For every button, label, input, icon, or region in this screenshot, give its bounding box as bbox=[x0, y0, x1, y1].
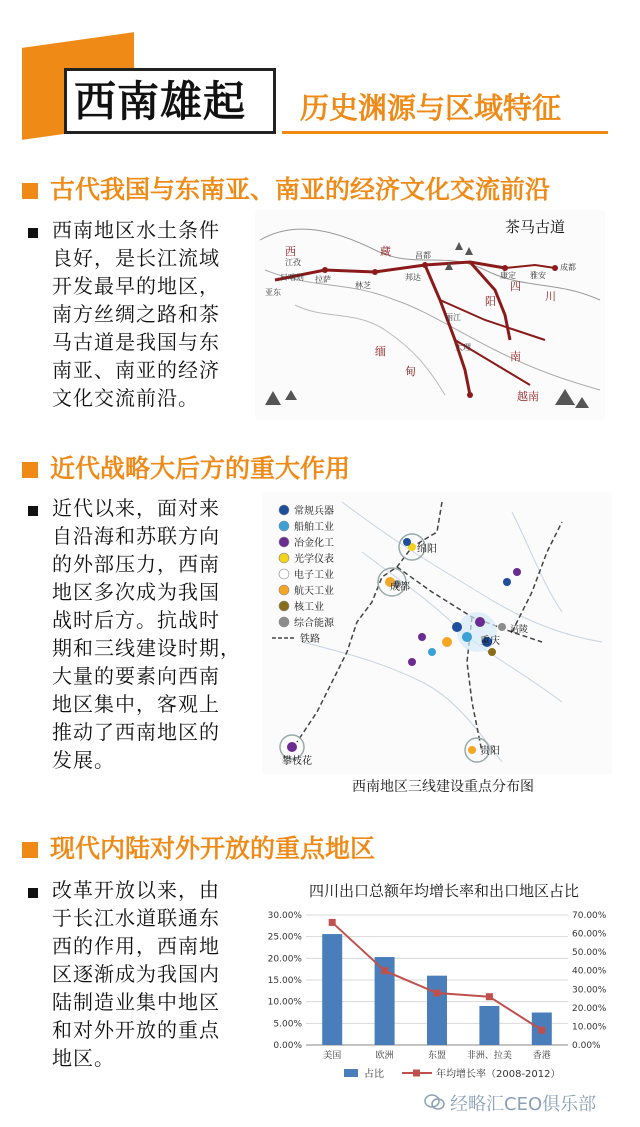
legend-swatch-bar bbox=[344, 1069, 358, 1077]
map-city-linzhi: 林芝 bbox=[355, 281, 371, 290]
text-line: 良好，是长江流域 bbox=[52, 246, 220, 270]
legend-label: 铁路 bbox=[300, 634, 320, 645]
section2-text bbox=[52, 494, 257, 774]
legend-label: 冶金化工 bbox=[294, 538, 334, 549]
x-tick-label: 非洲、拉美 bbox=[466, 1051, 512, 1061]
y-left-tick-label: 15.00% bbox=[267, 976, 302, 986]
legend-marker bbox=[279, 505, 289, 515]
section3-text bbox=[52, 876, 257, 1072]
map-label-zang: 藏 bbox=[380, 245, 391, 258]
text-line: 地区多次成为我国 bbox=[52, 580, 220, 604]
legend-marker bbox=[279, 521, 289, 531]
map-city-kangding: 康定 bbox=[500, 271, 516, 280]
y-right-tick-label: 10.00% bbox=[572, 1022, 607, 1033]
section1-marker bbox=[22, 183, 38, 199]
map-city-lasa: 拉萨 bbox=[315, 275, 331, 284]
city-fuling: 涪陵 bbox=[510, 625, 529, 635]
text-line: 近代以来，面对来 bbox=[52, 496, 220, 520]
line-point bbox=[434, 990, 441, 997]
map-label-xi: 西 bbox=[285, 245, 296, 258]
x-tick-label: 香港 bbox=[532, 1051, 551, 1061]
line-point bbox=[486, 993, 493, 1000]
text-line: 自沿海和苏联方向 bbox=[52, 524, 220, 548]
text-line: 和对外开放的重点 bbox=[52, 1018, 220, 1042]
map-label-si: 四 bbox=[510, 280, 521, 293]
line-point bbox=[329, 919, 336, 926]
legend-label: 综合能源 bbox=[294, 618, 334, 629]
legend-label: 光学仪表 bbox=[294, 554, 334, 565]
text-line: 地区。 bbox=[52, 1046, 115, 1070]
map-title: 茶马古道 bbox=[505, 218, 566, 236]
y-left-tick-label: 25.00% bbox=[267, 932, 302, 943]
legend-marker bbox=[279, 601, 289, 611]
text-line: 区逐渐成为我国内 bbox=[52, 962, 220, 986]
city-chengdu: 成都 bbox=[390, 582, 410, 593]
map-label-yang: 阳 bbox=[485, 295, 496, 308]
section1-title: 古代我国与东南亚、南亚的经济文化交流前沿 bbox=[50, 175, 551, 204]
text-line: 地区集中，客观上 bbox=[52, 692, 220, 716]
section2-bullet bbox=[28, 506, 38, 516]
text-line: 文化交流前沿。 bbox=[52, 386, 199, 410]
map-city-bangda: 邦达 bbox=[405, 273, 421, 282]
page-subtitle: 历史渊源与区域特征 bbox=[300, 91, 562, 125]
line-point bbox=[538, 1027, 545, 1034]
y-right-tick-label: 30.00% bbox=[572, 985, 607, 996]
legend-label: 航天工业 bbox=[294, 586, 334, 597]
legend-label: 核工业 bbox=[294, 602, 324, 613]
page-title: 西南雄起 bbox=[74, 77, 247, 126]
legend-label: 年均增长率（2008-2012） bbox=[436, 1069, 561, 1080]
section2-marker bbox=[22, 462, 38, 478]
text-line: 发展。 bbox=[52, 748, 115, 772]
text-line: 于长江水道联通东 bbox=[52, 906, 220, 930]
bar bbox=[479, 1006, 499, 1045]
y-right-tick-label: 70.00% bbox=[572, 911, 607, 921]
map-label-chuan: 川 bbox=[545, 290, 556, 303]
city-mianyang: 绵阳 bbox=[417, 544, 437, 555]
header-underline bbox=[282, 131, 608, 134]
tea-horse-road-map-svg bbox=[255, 210, 605, 420]
legend-swatch-point bbox=[413, 1070, 420, 1077]
map-city-lijiang: 丽江 bbox=[445, 313, 461, 322]
watermark: 经略汇CEO俱乐部 bbox=[450, 1094, 597, 1115]
x-tick-label: 欧洲 bbox=[375, 1051, 394, 1061]
section3-title: 现代内陆对外开放的重点地区 bbox=[50, 834, 376, 863]
y-right-tick-label: 0.00% bbox=[572, 1041, 601, 1051]
text-line: 马古道是我国与东 bbox=[52, 330, 220, 354]
text-line: 西南地区水土条件 bbox=[52, 218, 220, 242]
legend-marker bbox=[279, 569, 289, 579]
legend-label: 船舶工业 bbox=[294, 522, 334, 533]
export-chart bbox=[262, 905, 624, 1095]
text-line: 推动了西南地区的 bbox=[52, 720, 220, 744]
third-front-map-svg bbox=[262, 492, 612, 774]
legend-marker bbox=[279, 585, 289, 595]
third-front-legend bbox=[272, 504, 335, 645]
x-tick-label: 美国 bbox=[323, 1051, 342, 1061]
map-label-yuenan: 越南 bbox=[517, 390, 539, 403]
map-city-rikaze: 日喀则 bbox=[280, 273, 304, 282]
map-city-yadong: 亚东 bbox=[265, 288, 281, 297]
text-line: 西的作用，西南地 bbox=[52, 934, 220, 958]
city-chongqing: 重庆 bbox=[480, 636, 500, 647]
text-line: 南亚、南亚的经济 bbox=[52, 358, 220, 382]
y-left-tick-label: 30.00% bbox=[267, 911, 302, 921]
section3-marker bbox=[22, 842, 38, 858]
y-left-tick-label: 5.00% bbox=[273, 1019, 302, 1030]
map-label-nan: 南 bbox=[510, 350, 521, 363]
legend-label: 占比 bbox=[364, 1069, 384, 1080]
y-left-tick-label: 20.00% bbox=[267, 954, 302, 965]
y-left-tick-label: 10.00% bbox=[267, 997, 302, 1008]
city-guiyang: 贵阳 bbox=[480, 746, 500, 757]
export-chart-svg bbox=[262, 905, 624, 1095]
tea-horse-road-map bbox=[255, 210, 605, 420]
y-right-tick-label: 60.00% bbox=[572, 929, 607, 940]
third-front-map bbox=[262, 492, 612, 774]
city-panzhihua: 攀枝花 bbox=[282, 756, 312, 767]
bar bbox=[322, 934, 342, 1045]
legend-label: 常规兵器 bbox=[294, 506, 334, 517]
text-line: 南方丝绸之路和茶 bbox=[52, 302, 220, 326]
text-line: 战时后方。抗战时 bbox=[52, 608, 220, 632]
legend-marker bbox=[279, 553, 289, 563]
text-line: 的外部压力，西南 bbox=[52, 552, 220, 576]
y-right-tick-label: 20.00% bbox=[572, 1003, 607, 1014]
legend-marker bbox=[279, 617, 289, 627]
map-city-chengdu: 成都 bbox=[560, 263, 576, 272]
chart-title: 四川出口总额年均增长率和出口地区占比 bbox=[308, 882, 579, 900]
wechat-icon bbox=[424, 1093, 446, 1111]
map-city-dali: 大理 bbox=[455, 343, 471, 352]
map-label-mian: 缅 bbox=[375, 345, 386, 358]
legend-label: 电子工业 bbox=[294, 570, 334, 581]
text-line: 开发最早的地区， bbox=[52, 274, 220, 298]
section1-bullet bbox=[28, 228, 38, 238]
y-right-tick-label: 50.00% bbox=[572, 948, 607, 959]
line-point bbox=[381, 967, 388, 974]
text-line: 期和三线建设时期， bbox=[52, 636, 241, 660]
x-tick-label: 东盟 bbox=[427, 1051, 447, 1061]
map-label-dian: 甸 bbox=[405, 365, 416, 378]
y-left-tick-label: 0.00% bbox=[273, 1041, 302, 1051]
bar bbox=[427, 976, 447, 1045]
y-right-tick-label: 40.00% bbox=[572, 966, 607, 977]
map-city-changdu: 昌都 bbox=[415, 251, 431, 260]
section2-title: 近代战略大后方的重大作用 bbox=[50, 454, 351, 483]
third-front-map-caption: 西南地区三线建设重点分布图 bbox=[352, 779, 534, 795]
text-line: 大量的要素向西南 bbox=[52, 664, 220, 688]
text-line: 陆制造业集中地区 bbox=[52, 990, 220, 1014]
legend-marker bbox=[279, 537, 289, 547]
map-city-jiangzi: 江孜 bbox=[285, 258, 301, 267]
map-city-yaan: 雅安 bbox=[530, 271, 546, 280]
section1-text bbox=[52, 216, 252, 412]
section3-bullet bbox=[28, 888, 38, 898]
text-line: 改革开放以来，由 bbox=[52, 878, 220, 902]
